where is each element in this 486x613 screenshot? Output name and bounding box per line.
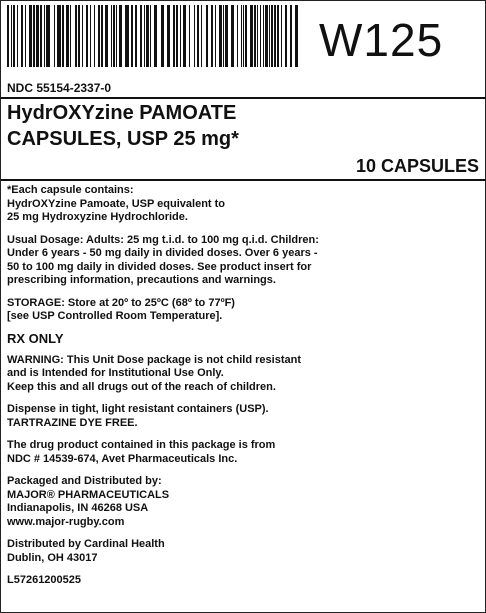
lot-code: L57261200525 (7, 574, 82, 586)
ndc-number: NDC 55154-2337-0 (7, 81, 112, 95)
dosage-line: Under 6 years - 50 mg daily in divided doses. Over 6 years - (7, 247, 318, 259)
each-capsule-line: HydrOXYzine Pamoate, USP equivalent to (7, 197, 226, 210)
product-title-line1: HydrOXYzine PAMOATE (7, 102, 237, 124)
packager-line: Indianapolis, IN 46268 USA (7, 502, 149, 514)
product-code: W125 (319, 14, 444, 66)
product-title-line2: CAPSULES, USP 25 mg* (7, 128, 239, 150)
warning-line: WARNING: This Unit Dose package is not child resistant (7, 353, 301, 366)
capsule-count: 10 CAPSULES (355, 156, 479, 176)
dosage-line: prescribing information, precautions and warnings. (7, 274, 276, 286)
storage-line: STORAGE: Store at 20º to 25ºC (68º to 77ºF) (7, 296, 235, 309)
source-line: NDC # 14539-674, Avet Pharmaceuticals Inc. (7, 452, 238, 465)
storage-line: [see USP Controlled Room Temperature]. (7, 310, 223, 322)
warning-line: Keep this and all drugs out of the reach of children. (7, 380, 276, 393)
rx-only: RX ONLY (7, 330, 64, 346)
divider-middle (1, 179, 486, 181)
divider-top (1, 97, 486, 99)
distributor-line: Dublin, OH 43017 (7, 551, 98, 564)
barcode (7, 5, 299, 67)
each-capsule-line: 25 mg Hydroxyzine Hydrochloride. (7, 211, 188, 223)
label-body (7, 184, 481, 588)
dosage-line: 50 to 100 mg daily in divided doses. See product insert for (7, 260, 312, 273)
packager-line: www.major-rugby.com (7, 515, 125, 528)
each-capsule-line: *Each capsule contains: (7, 184, 134, 196)
dosage-line: Usual Dosage: Adults: 25 mg t.i.d. to 100 mg q.i.d. Children: (7, 233, 319, 246)
packager-line: Packaged and Distributed by: (7, 475, 162, 487)
source-line: The drug product contained in this package is from (7, 439, 276, 451)
warning-line: and is Intended for Institutional Use Only. (7, 367, 224, 379)
distributor-line: Distributed by Cardinal Health (7, 538, 165, 550)
packager-line: MAJOR® PHARMACEUTICALS (7, 488, 170, 501)
dispense-line: Dispense in tight, light resistant containers (USP). (7, 403, 269, 415)
dispense-line: TARTRAZINE DYE FREE. (7, 416, 138, 429)
